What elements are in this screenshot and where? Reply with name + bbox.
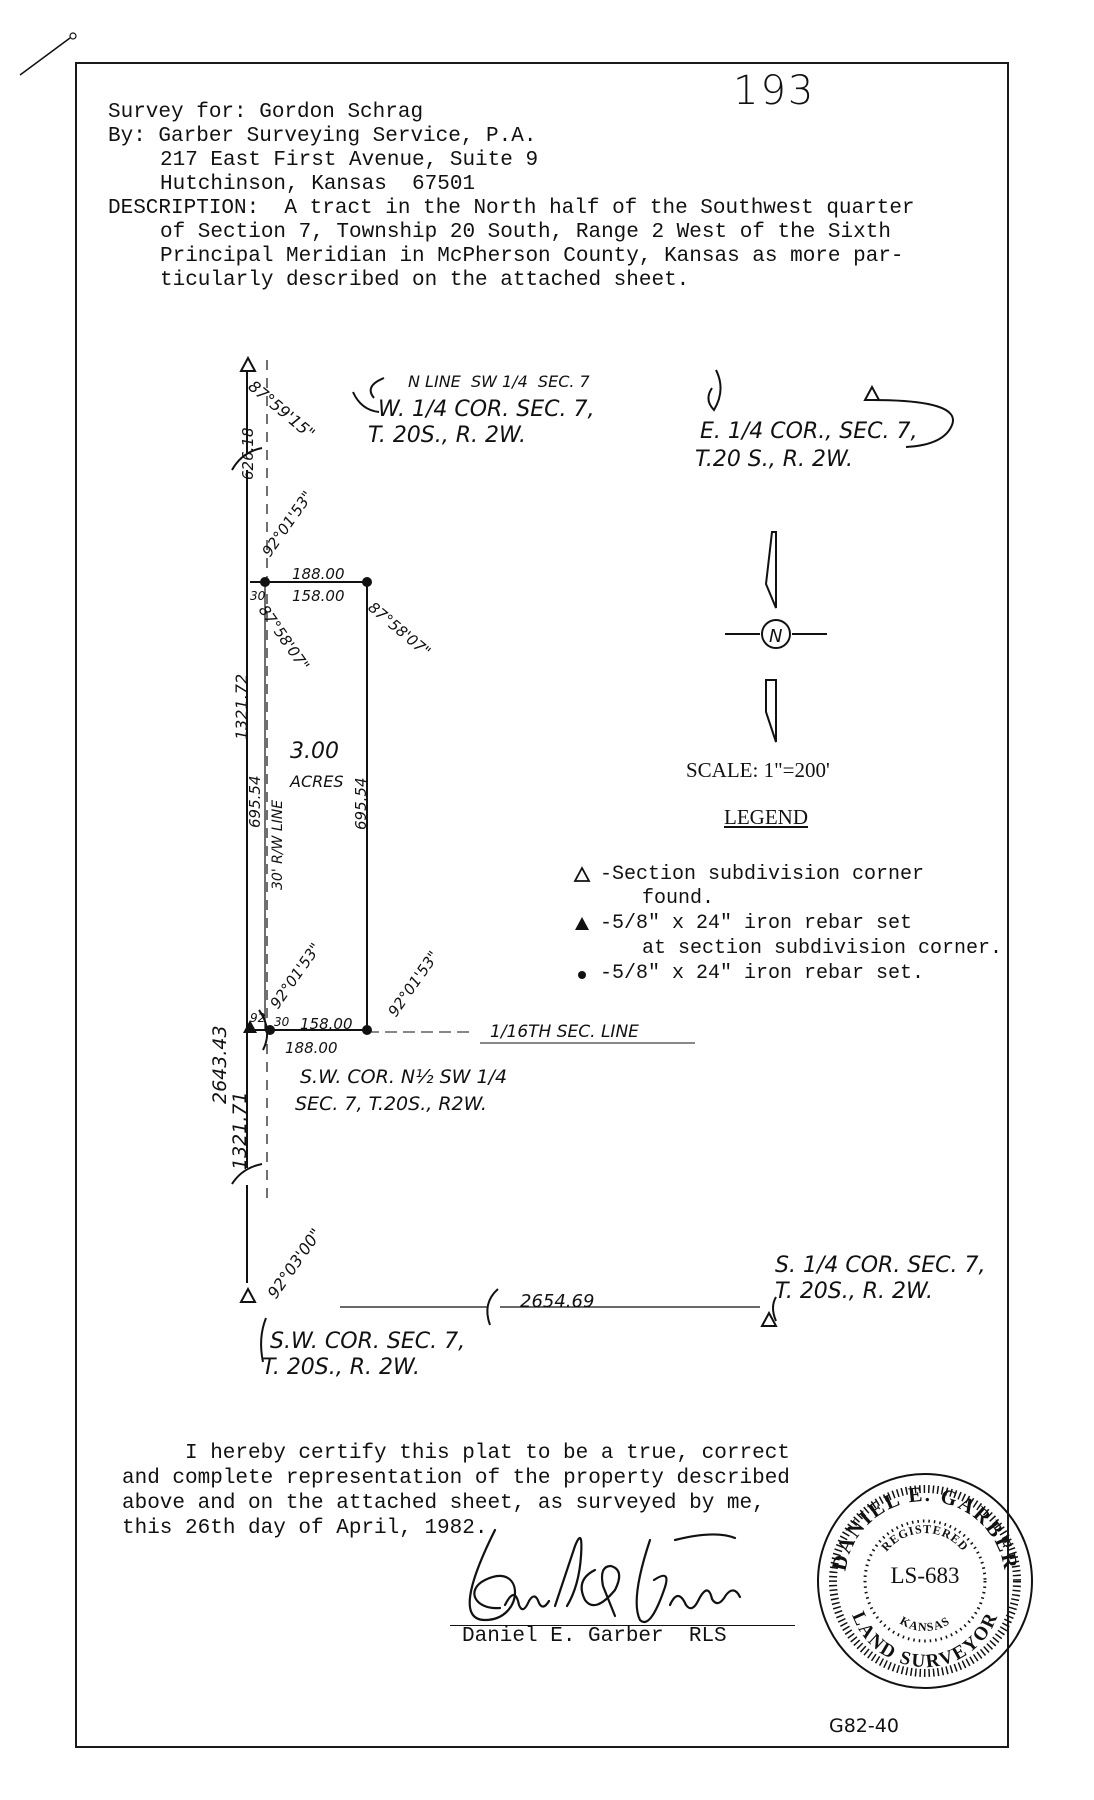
svg-text:REGISTERED <box>878 1522 971 1554</box>
certification-line-4: this 26th day of April, 1982. <box>122 1517 488 1540</box>
row-line-label: 30' R/W LINE <box>270 799 286 890</box>
bearing-inner: 87°58'07" <box>254 601 314 675</box>
angle-top: 92°01'53" <box>258 487 317 561</box>
legend-item-2-line-2: at section subdivision corner. <box>642 937 1003 960</box>
legend-item-2-line-1: -5/8" x 24" iron rebar set <box>600 912 913 935</box>
west-1321-upper: 1321.72 <box>232 673 251 740</box>
certification-line-2: and complete representation of the property described <box>122 1467 790 1490</box>
svg-text:N: N <box>769 626 783 647</box>
east-695: 695.54 <box>352 777 370 830</box>
sw-corner-label-1: S.W. COR. SEC. 7, <box>270 1329 466 1354</box>
signature-name: Daniel E. Garber RLS <box>462 1625 727 1648</box>
sw-corner-label-2: T. 20S., R. 2W. <box>262 1355 420 1380</box>
svg-text:KANSAS <box>898 1613 953 1634</box>
seal-registered-text: REGISTERED <box>878 1521 972 1555</box>
angle-sw-inner: 92°01'53" <box>266 939 325 1013</box>
n-line-label: N LINE SW 1/4 SEC. 7 <box>408 372 590 391</box>
page-number: 193 <box>733 68 816 114</box>
bottom-158: 158.00 <box>300 1015 353 1033</box>
sw-n-half-label-2: SEC. 7, T.20S., R2W. <box>295 1093 487 1115</box>
certification-line-3: above and on the attached sheet, as surveyed by me, <box>122 1492 765 1515</box>
address-line-1: 217 East First Avenue, Suite 9 <box>160 149 539 172</box>
bottom-188: 188.00 <box>285 1039 338 1057</box>
dist-626: 626.18 <box>239 427 257 480</box>
angle-se: 92°01'53" <box>384 947 443 1021</box>
document-number: G82-40 <box>829 1715 899 1737</box>
legend-item-3-line-1: -5/8" x 24" iron rebar set. <box>600 962 925 985</box>
inner-695: 695.54 <box>246 775 264 828</box>
acres-label: ACRES <box>290 772 344 791</box>
description-line-1: DESCRIPTION: A tract in the North half of the Southwest quarter <box>108 197 915 220</box>
seal-license-number: LS-683 <box>890 1563 960 1588</box>
legend-title: LEGEND <box>724 805 808 829</box>
e-quarter-corner-label-1: E. 1/4 COR., SEC. 7, <box>700 419 918 444</box>
w-quarter-corner-label-2: T. 20S., R. 2W. <box>368 423 526 448</box>
angle-92: 92 <box>250 1011 266 1025</box>
certification-line-1: I hereby certify this plat to be a true, correct <box>185 1442 790 1465</box>
south-line-distance: 2654.69 <box>520 1291 595 1312</box>
surveyor-line: By: Garber Surveying Service, P.A. <box>108 125 537 148</box>
bearing-ne: 87°58'07" <box>364 598 435 661</box>
total-west-distance: 2643.43 <box>209 1025 231 1104</box>
bearing-top: 87°59'15" <box>244 376 319 444</box>
bottom-30: 30 <box>274 1015 290 1029</box>
s-quarter-corner-label-2: T. 20S., R. 2W. <box>775 1279 933 1304</box>
description-line-2: of Section 7, Township 20 South, Range 2 West of the Sixth <box>160 221 891 244</box>
sw-n-half-label-1: S.W. COR. N½ SW 1/4 <box>300 1066 508 1088</box>
description-line-4: ticularly described on the attached sheet. <box>160 269 690 292</box>
seal-top-text: DANIEL E. GARBER <box>826 1481 1024 1573</box>
w-quarter-corner-label-1: W. 1/4 COR. SEC. 7, <box>378 397 595 422</box>
top-188: 188.00 <box>292 565 345 583</box>
corner-pencil-mark <box>15 30 95 90</box>
legend-item-1-line-1: -Section subdivision corner <box>600 863 925 886</box>
scale-label: SCALE: 1"=200' <box>686 758 830 782</box>
top-158: 158.00 <box>292 587 345 605</box>
sixteenth-line-label: 1/16TH SEC. LINE <box>490 1022 639 1042</box>
west-1321-lower: 1321.71 <box>229 1091 251 1170</box>
acres-value: 3.00 <box>290 739 339 764</box>
legend-item-1-line-2: found. <box>642 887 715 910</box>
address-line-2: Hutchinson, Kansas 67501 <box>160 173 476 196</box>
survey-for-line: Survey for: Gordon Schrag <box>108 101 424 124</box>
seal-state-text: KANSAS <box>897 1613 953 1635</box>
seal-bottom-text: LAND SURVEYOR <box>847 1608 1003 1673</box>
e-quarter-corner-label-2: T.20 S., R. 2W. <box>695 447 853 472</box>
angle-bottom: 92°03'00" <box>263 1224 326 1303</box>
description-line-3: Principal Meridian in McPherson County, Kansas as more par- <box>160 245 904 268</box>
top-30: 30 <box>250 589 266 603</box>
s-quarter-corner-label-1: S. 1/4 COR. SEC. 7, <box>775 1253 986 1278</box>
svg-text:LAND SURVEYOR <box>847 1608 1002 1672</box>
